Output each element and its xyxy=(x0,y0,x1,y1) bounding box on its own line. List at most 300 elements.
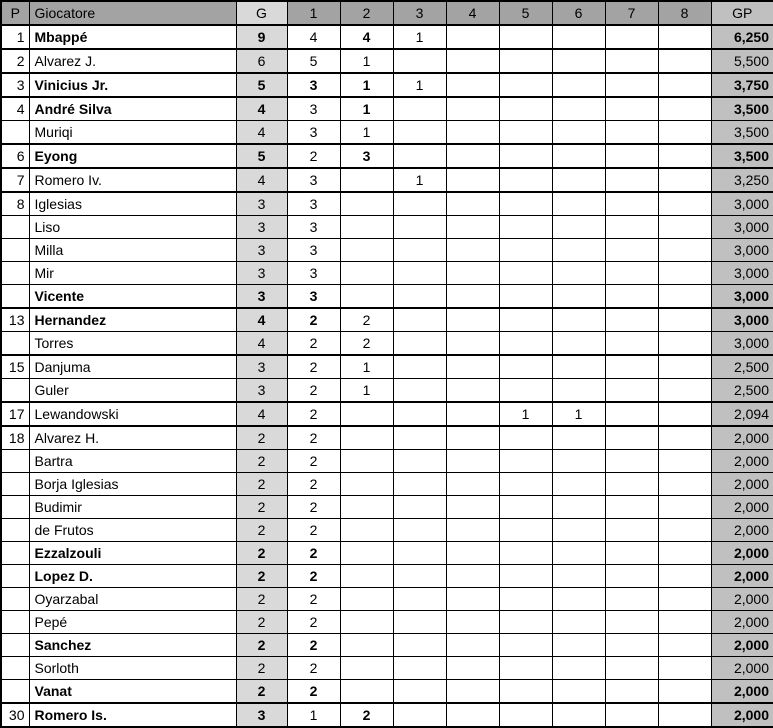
player-row xyxy=(1,611,773,634)
round-count-cell xyxy=(552,542,605,565)
goals-cell: 5 xyxy=(236,73,287,97)
rank-cell xyxy=(1,216,29,239)
round-count-cell xyxy=(658,402,711,426)
player-row xyxy=(1,144,773,168)
gp-cell: 2,000 xyxy=(711,473,773,496)
rank-cell: 30 xyxy=(1,703,29,727)
rank-cell xyxy=(1,565,29,588)
round-count-cell xyxy=(446,25,499,49)
goals-cell: 3 xyxy=(236,379,287,403)
player-row xyxy=(1,588,773,611)
round-count-cell xyxy=(499,216,552,239)
header-gp: GP xyxy=(711,1,773,25)
player-row xyxy=(1,262,773,285)
rank-cell: 2 xyxy=(1,49,29,73)
round-count-cell xyxy=(340,168,393,192)
round-count-cell xyxy=(605,473,658,496)
player-row xyxy=(1,703,773,727)
round-count-cell xyxy=(552,97,605,121)
round-count-cell xyxy=(340,496,393,519)
round-count-cell xyxy=(658,680,711,704)
round-count-cell xyxy=(605,542,658,565)
round-count-cell: 1 xyxy=(340,49,393,73)
round-count-cell xyxy=(658,49,711,73)
round-count-cell xyxy=(658,73,711,97)
round-count-cell: 3 xyxy=(287,239,340,262)
round-count-cell xyxy=(446,308,499,332)
round-count-cell: 1 xyxy=(340,97,393,121)
round-count-cell xyxy=(605,285,658,309)
round-count-cell: 2 xyxy=(287,426,340,450)
round-count-cell xyxy=(605,565,658,588)
rank-cell xyxy=(1,519,29,542)
gp-cell: 3,500 xyxy=(711,144,773,168)
round-count-cell xyxy=(658,703,711,727)
round-count-cell xyxy=(393,657,446,680)
round-count-cell xyxy=(393,402,446,426)
round-count-cell xyxy=(552,168,605,192)
rank-cell: 13 xyxy=(1,308,29,332)
round-count-cell: 2 xyxy=(287,611,340,634)
player-cell: Guler xyxy=(29,379,236,403)
round-count-cell: 2 xyxy=(287,588,340,611)
round-count-cell xyxy=(393,121,446,145)
round-count-cell xyxy=(552,680,605,704)
round-count-cell: 2 xyxy=(287,542,340,565)
header-goals: G xyxy=(236,1,287,25)
round-count-cell xyxy=(499,144,552,168)
rank-cell: 1 xyxy=(1,25,29,49)
round-count-cell xyxy=(658,355,711,379)
round-count-cell: 2 xyxy=(287,657,340,680)
header-row xyxy=(1,1,773,25)
player-cell: Torres xyxy=(29,332,236,356)
gp-cell: 6,250 xyxy=(711,25,773,49)
goals-cell: 6 xyxy=(236,49,287,73)
rank-cell xyxy=(1,473,29,496)
player-cell: Lewandowski xyxy=(29,402,236,426)
player-row xyxy=(1,355,773,379)
round-count-cell xyxy=(658,216,711,239)
round-count-cell xyxy=(499,168,552,192)
round-count-cell xyxy=(393,703,446,727)
round-count-cell xyxy=(340,542,393,565)
round-count-cell xyxy=(446,542,499,565)
round-count-cell: 3 xyxy=(287,216,340,239)
goals-cell: 3 xyxy=(236,262,287,285)
gp-cell: 3,000 xyxy=(711,308,773,332)
round-count-cell xyxy=(605,680,658,704)
round-count-cell xyxy=(605,49,658,73)
round-count-cell xyxy=(446,496,499,519)
player-cell: Borja Iglesias xyxy=(29,473,236,496)
player-cell: Ezzalzouli xyxy=(29,542,236,565)
round-count-cell xyxy=(499,73,552,97)
rank-cell xyxy=(1,657,29,680)
player-cell: de Frutos xyxy=(29,519,236,542)
round-count-cell xyxy=(393,262,446,285)
round-count-cell xyxy=(658,634,711,657)
round-count-cell xyxy=(393,588,446,611)
round-count-cell xyxy=(340,473,393,496)
round-count-cell xyxy=(393,144,446,168)
round-count-cell xyxy=(552,657,605,680)
round-count-cell xyxy=(340,216,393,239)
round-count-cell xyxy=(552,239,605,262)
gp-cell: 2,000 xyxy=(711,703,773,727)
round-count-cell xyxy=(446,657,499,680)
round-count-cell: 3 xyxy=(287,168,340,192)
gp-cell: 2,000 xyxy=(711,426,773,450)
round-count-cell: 3 xyxy=(287,121,340,145)
gp-cell: 5,500 xyxy=(711,49,773,73)
round-count-cell xyxy=(658,168,711,192)
round-count-cell: 2 xyxy=(340,703,393,727)
round-count-cell xyxy=(499,262,552,285)
gp-cell: 3,000 xyxy=(711,285,773,309)
header-rank: P xyxy=(1,1,29,25)
round-count-cell xyxy=(340,634,393,657)
gp-cell: 3,000 xyxy=(711,332,773,356)
round-count-cell xyxy=(499,192,552,216)
round-count-cell xyxy=(605,216,658,239)
goals-cell: 4 xyxy=(236,332,287,356)
round-count-cell xyxy=(499,239,552,262)
player-row xyxy=(1,634,773,657)
goals-cell: 3 xyxy=(236,285,287,309)
round-count-cell: 3 xyxy=(287,192,340,216)
round-count-cell xyxy=(605,379,658,403)
table-body xyxy=(1,25,773,727)
player-row xyxy=(1,450,773,473)
player-cell: Vanat xyxy=(29,680,236,704)
round-count-cell xyxy=(446,680,499,704)
player-row xyxy=(1,97,773,121)
round-count-cell: 2 xyxy=(287,634,340,657)
rank-cell: 7 xyxy=(1,168,29,192)
round-count-cell xyxy=(340,239,393,262)
player-cell: Danjuma xyxy=(29,355,236,379)
player-row xyxy=(1,216,773,239)
round-count-cell xyxy=(552,192,605,216)
round-count-cell xyxy=(552,285,605,309)
rank-cell xyxy=(1,634,29,657)
goals-cell: 5 xyxy=(236,144,287,168)
round-count-cell xyxy=(552,49,605,73)
goals-cell: 3 xyxy=(236,216,287,239)
gp-cell: 2,000 xyxy=(711,519,773,542)
round-count-cell xyxy=(605,657,658,680)
goals-cell: 4 xyxy=(236,402,287,426)
round-count-cell xyxy=(658,239,711,262)
round-count-cell xyxy=(446,144,499,168)
round-count-cell xyxy=(658,657,711,680)
round-count-cell xyxy=(446,97,499,121)
player-row xyxy=(1,121,773,145)
round-count-cell xyxy=(658,308,711,332)
gp-cell: 3,000 xyxy=(711,216,773,239)
round-count-cell xyxy=(393,285,446,309)
round-count-cell xyxy=(552,308,605,332)
round-count-cell xyxy=(393,565,446,588)
rank-cell: 15 xyxy=(1,355,29,379)
round-count-cell xyxy=(499,49,552,73)
player-cell: Vicente xyxy=(29,285,236,309)
rank-cell xyxy=(1,542,29,565)
round-count-cell: 2 xyxy=(287,308,340,332)
round-count-cell xyxy=(552,473,605,496)
round-count-cell xyxy=(340,565,393,588)
round-count-cell xyxy=(658,426,711,450)
goals-cell: 2 xyxy=(236,657,287,680)
player-cell: Liso xyxy=(29,216,236,239)
round-count-cell: 1 xyxy=(287,703,340,727)
round-count-cell xyxy=(340,588,393,611)
round-count-cell xyxy=(658,473,711,496)
round-count-cell xyxy=(446,379,499,403)
gp-cell: 3,000 xyxy=(711,239,773,262)
round-count-cell xyxy=(499,97,552,121)
round-count-cell xyxy=(605,308,658,332)
round-count-cell xyxy=(605,25,658,49)
round-count-cell xyxy=(393,450,446,473)
player-cell: Sorloth xyxy=(29,657,236,680)
gp-cell: 3,000 xyxy=(711,262,773,285)
rank-cell xyxy=(1,496,29,519)
round-count-cell xyxy=(446,216,499,239)
goals-cell: 2 xyxy=(236,496,287,519)
header-round-2: 2 xyxy=(340,1,393,25)
goals-cell: 4 xyxy=(236,308,287,332)
gp-cell: 2,500 xyxy=(711,379,773,403)
round-count-cell xyxy=(499,588,552,611)
round-count-cell: 4 xyxy=(287,25,340,49)
gp-cell: 3,250 xyxy=(711,168,773,192)
rank-cell: 17 xyxy=(1,402,29,426)
round-count-cell xyxy=(658,565,711,588)
round-count-cell xyxy=(393,496,446,519)
header-round-5: 5 xyxy=(499,1,552,25)
round-count-cell xyxy=(393,308,446,332)
round-count-cell xyxy=(446,588,499,611)
round-count-cell: 1 xyxy=(340,379,393,403)
round-count-cell xyxy=(446,121,499,145)
round-count-cell xyxy=(552,73,605,97)
goals-cell: 3 xyxy=(236,703,287,727)
round-count-cell: 2 xyxy=(340,308,393,332)
round-count-cell xyxy=(393,426,446,450)
round-count-cell xyxy=(658,285,711,309)
round-count-cell xyxy=(393,216,446,239)
round-count-cell xyxy=(605,519,658,542)
round-count-cell xyxy=(446,49,499,73)
round-count-cell xyxy=(446,285,499,309)
player-row xyxy=(1,426,773,450)
round-count-cell xyxy=(446,262,499,285)
player-row xyxy=(1,192,773,216)
rank-cell xyxy=(1,588,29,611)
gp-cell: 2,000 xyxy=(711,565,773,588)
round-count-cell xyxy=(499,450,552,473)
round-count-cell xyxy=(393,680,446,704)
header-round-7: 7 xyxy=(605,1,658,25)
player-row xyxy=(1,332,773,356)
round-count-cell xyxy=(605,332,658,356)
goals-cell: 2 xyxy=(236,519,287,542)
player-row xyxy=(1,308,773,332)
round-count-cell: 3 xyxy=(287,285,340,309)
round-count-cell: 2 xyxy=(287,355,340,379)
round-count-cell xyxy=(552,355,605,379)
round-count-cell xyxy=(552,565,605,588)
round-count-cell xyxy=(499,285,552,309)
round-count-cell: 4 xyxy=(340,25,393,49)
goals-cell: 2 xyxy=(236,473,287,496)
round-count-cell: 2 xyxy=(287,450,340,473)
round-count-cell xyxy=(658,97,711,121)
header-round-6: 6 xyxy=(552,1,605,25)
round-count-cell: 1 xyxy=(393,168,446,192)
goals-cell: 4 xyxy=(236,168,287,192)
gp-cell: 3,500 xyxy=(711,97,773,121)
goals-cell: 2 xyxy=(236,588,287,611)
header-round-3: 3 xyxy=(393,1,446,25)
player-row xyxy=(1,168,773,192)
player-cell: Budimir xyxy=(29,496,236,519)
round-count-cell xyxy=(499,426,552,450)
round-count-cell xyxy=(499,308,552,332)
header-round-4: 4 xyxy=(446,1,499,25)
round-count-cell: 2 xyxy=(287,473,340,496)
round-count-cell: 2 xyxy=(287,565,340,588)
player-cell: Hernandez xyxy=(29,308,236,332)
round-count-cell: 2 xyxy=(287,332,340,356)
rank-cell xyxy=(1,680,29,704)
round-count-cell: 3 xyxy=(340,144,393,168)
goals-cell: 2 xyxy=(236,565,287,588)
goals-cell: 3 xyxy=(236,239,287,262)
round-count-cell xyxy=(552,588,605,611)
gp-cell: 3,000 xyxy=(711,192,773,216)
round-count-cell xyxy=(605,121,658,145)
round-count-cell xyxy=(658,588,711,611)
goals-cell: 4 xyxy=(236,121,287,145)
round-count-cell xyxy=(393,473,446,496)
round-count-cell xyxy=(446,355,499,379)
gp-cell: 2,500 xyxy=(711,355,773,379)
round-count-cell xyxy=(446,703,499,727)
round-count-cell: 2 xyxy=(287,379,340,403)
round-count-cell xyxy=(446,565,499,588)
player-cell: Sanchez xyxy=(29,634,236,657)
player-cell: Mbappé xyxy=(29,25,236,49)
player-cell: Romero Iv. xyxy=(29,168,236,192)
round-count-cell xyxy=(552,519,605,542)
header-round-8: 8 xyxy=(658,1,711,25)
round-count-cell xyxy=(393,611,446,634)
round-count-cell xyxy=(340,519,393,542)
rank-cell xyxy=(1,332,29,356)
round-count-cell xyxy=(446,192,499,216)
rank-cell xyxy=(1,121,29,145)
gp-cell: 3,750 xyxy=(711,73,773,97)
round-count-cell xyxy=(393,332,446,356)
round-count-cell xyxy=(340,450,393,473)
round-count-cell xyxy=(446,634,499,657)
player-row xyxy=(1,565,773,588)
rank-cell: 8 xyxy=(1,192,29,216)
round-count-cell: 3 xyxy=(287,97,340,121)
round-count-cell: 2 xyxy=(287,519,340,542)
round-count-cell xyxy=(552,144,605,168)
header-round-1: 1 xyxy=(287,1,340,25)
player-cell: Vinicius Jr. xyxy=(29,73,236,97)
player-cell: Alvarez J. xyxy=(29,49,236,73)
player-cell: Eyong xyxy=(29,144,236,168)
round-count-cell: 2 xyxy=(287,496,340,519)
goals-cell: 2 xyxy=(236,426,287,450)
goals-cell: 2 xyxy=(236,680,287,704)
player-cell: Bartra xyxy=(29,450,236,473)
player-cell: Alvarez H. xyxy=(29,426,236,450)
round-count-cell xyxy=(393,192,446,216)
gp-cell: 3,500 xyxy=(711,121,773,145)
round-count-cell xyxy=(393,239,446,262)
header-player: Giocatore xyxy=(29,1,236,25)
round-count-cell xyxy=(552,611,605,634)
player-cell: Muriqi xyxy=(29,121,236,145)
goals-cell: 2 xyxy=(236,611,287,634)
round-count-cell xyxy=(499,634,552,657)
round-count-cell xyxy=(446,519,499,542)
round-count-cell xyxy=(658,379,711,403)
round-count-cell xyxy=(499,565,552,588)
round-count-cell xyxy=(340,657,393,680)
round-count-cell xyxy=(446,402,499,426)
round-count-cell xyxy=(605,262,658,285)
round-count-cell xyxy=(499,379,552,403)
goals-cell: 2 xyxy=(236,634,287,657)
round-count-cell xyxy=(605,239,658,262)
round-count-cell xyxy=(340,262,393,285)
round-count-cell xyxy=(446,473,499,496)
round-count-cell xyxy=(552,216,605,239)
round-count-cell: 2 xyxy=(287,680,340,704)
round-count-cell: 2 xyxy=(287,144,340,168)
round-count-cell xyxy=(499,473,552,496)
round-count-cell: 1 xyxy=(340,355,393,379)
rank-cell: 6 xyxy=(1,144,29,168)
round-count-cell xyxy=(552,121,605,145)
round-count-cell xyxy=(499,25,552,49)
round-count-cell xyxy=(552,496,605,519)
round-count-cell xyxy=(393,542,446,565)
gp-cell: 2,000 xyxy=(711,680,773,704)
player-row xyxy=(1,542,773,565)
rank-cell: 3 xyxy=(1,73,29,97)
round-count-cell xyxy=(658,121,711,145)
round-count-cell xyxy=(499,496,552,519)
player-row xyxy=(1,285,773,309)
round-count-cell xyxy=(658,332,711,356)
player-row xyxy=(1,496,773,519)
round-count-cell xyxy=(393,97,446,121)
rank-cell: 4 xyxy=(1,97,29,121)
player-row xyxy=(1,519,773,542)
player-cell: Mir xyxy=(29,262,236,285)
round-count-cell xyxy=(340,402,393,426)
round-count-cell: 1 xyxy=(393,25,446,49)
